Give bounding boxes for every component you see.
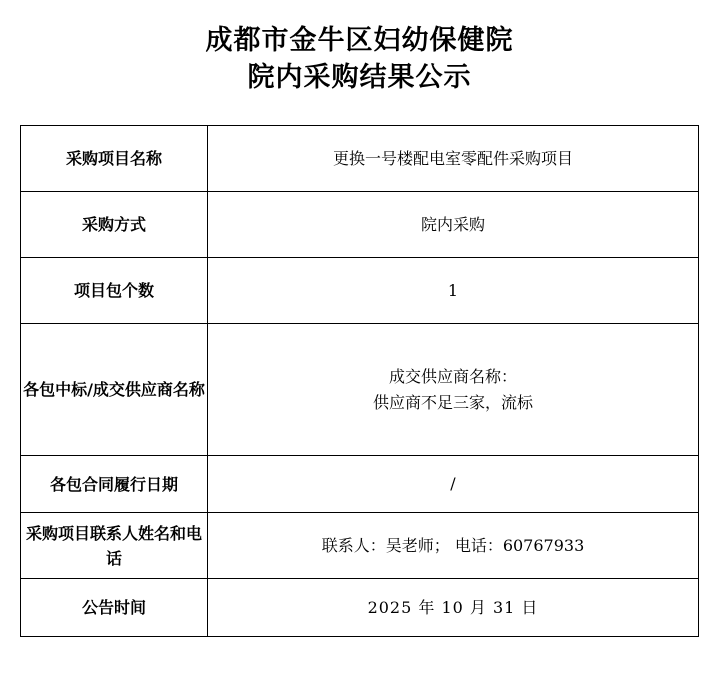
- row-label-project-name: 采购项目名称: [21, 126, 208, 192]
- table-row: [21, 456, 699, 513]
- page-title-line-2: 院内采购结果公示: [247, 62, 472, 93]
- winning-supplier-line-2: 供应商不足三家，流标: [372, 392, 533, 412]
- row-label-package-count: 项目包个数: [21, 258, 208, 324]
- row-value-winning-supplier: [208, 324, 699, 456]
- table-row: [21, 192, 699, 258]
- row-value-contact: 联系人：吴老师； 电话：60767933: [208, 513, 699, 579]
- row-value-procurement-method: 院内采购: [208, 192, 699, 258]
- winning-supplier-line-1: 成交供应商名称：: [388, 366, 517, 386]
- row-value-contract-date: /: [208, 456, 699, 513]
- table-row: [21, 513, 699, 579]
- row-label-announcement-date: 公告时间: [21, 579, 208, 637]
- row-label-procurement-method: 采购方式: [21, 192, 208, 258]
- page-title-line-1: 成都市金牛区妇幼保健院: [205, 25, 514, 56]
- row-label-contact: 采购项目联系人姓名和电话: [21, 513, 208, 579]
- row-label-winning-supplier: 各包中标/成交供应商名称: [21, 324, 208, 456]
- row-value-announcement-date: 2025 年 10 月 31 日: [208, 579, 699, 637]
- table-row: [21, 126, 699, 192]
- page-title: [0, 0, 719, 96]
- row-label-contract-date: 各包合同履行日期: [21, 456, 208, 513]
- table-row: [21, 324, 699, 456]
- table-row: [21, 579, 699, 637]
- row-value-project-name: 更换一号楼配电室零配件采购项目: [208, 126, 699, 192]
- table-row: [21, 258, 699, 324]
- row-value-package-count: 1: [208, 258, 699, 324]
- procurement-result-table: [20, 125, 699, 637]
